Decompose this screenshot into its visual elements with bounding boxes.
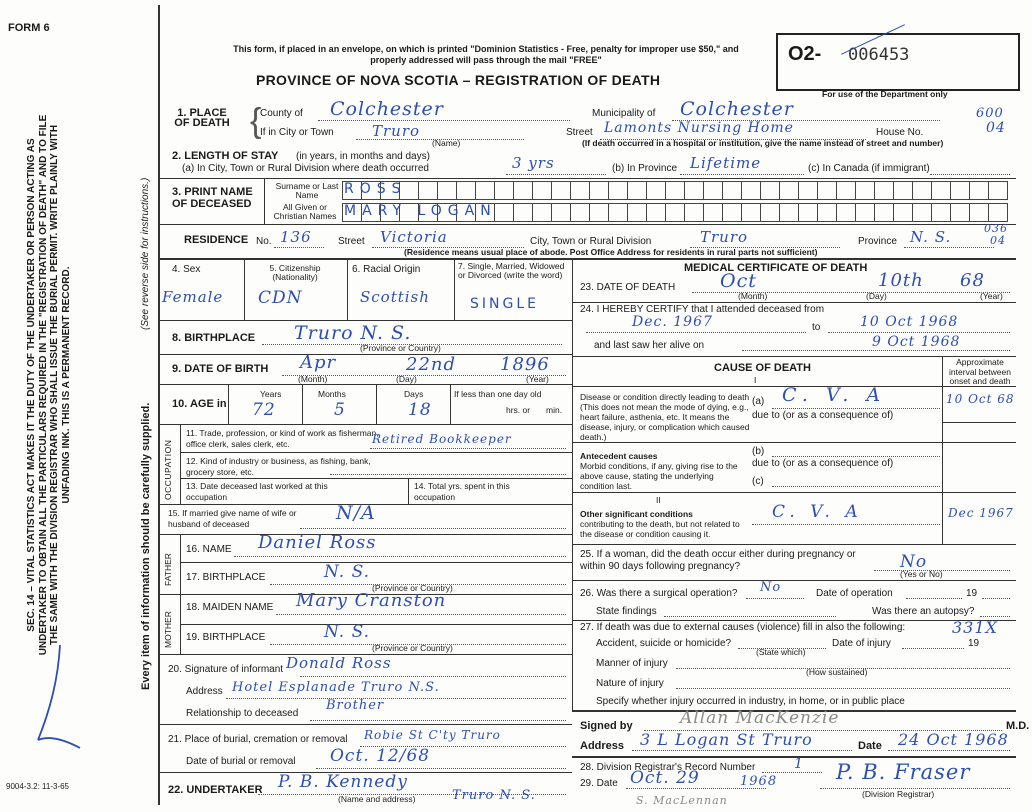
roman-two: II	[656, 495, 661, 505]
form-number: FORM 6	[8, 22, 50, 34]
mother-maiden-label: 18. MAIDEN NAME	[186, 602, 274, 613]
department-use-note: For use of the Department only	[822, 89, 948, 99]
informant-address-line	[226, 698, 566, 699]
signature-date-line	[888, 750, 1010, 751]
registrar-signature: P. B. Fraser	[836, 760, 971, 784]
dob-month: Apr	[300, 352, 337, 373]
registrar-date-label: 29. Date	[580, 778, 618, 789]
signed-by-label: Signed by	[580, 720, 633, 732]
length-of-stay-sub: (in years, in months and days)	[296, 151, 430, 162]
county-line	[318, 120, 570, 121]
burial-date-label: Date of burial or removal	[186, 756, 296, 767]
other-conditions-value: C. V. A	[772, 502, 863, 522]
length-of-stay-label: 2. LENGTH OF STAY	[172, 150, 279, 162]
hrs-label: hrs. or	[506, 405, 531, 415]
rule	[572, 544, 1016, 545]
municipality-label: Municipality of	[592, 108, 656, 119]
undertaker-address: Truro N. S.	[452, 788, 536, 803]
relationship-label: Relationship to deceased	[186, 708, 299, 719]
trade-value: Retired Bookkeeper	[372, 432, 512, 446]
state-which-hint: (State which)	[756, 647, 806, 657]
signature-date: 24 Oct 1968	[898, 730, 1009, 749]
cause-a-label: (a)	[752, 396, 765, 407]
birthplace-label: 8. BIRTHPLACE	[172, 332, 256, 344]
registration-number: 006453	[848, 45, 910, 65]
other-interval-value: Dec 1967	[948, 506, 1014, 520]
residence-province-label: Province	[858, 236, 897, 247]
see-reverse-note: (See reverse side for instructions.)	[140, 177, 151, 330]
residence-street-value: Victoria	[380, 228, 448, 246]
rule	[264, 178, 265, 224]
rule	[158, 178, 1016, 179]
operation-year-line	[982, 598, 1010, 599]
approx-interval-label: Approximate interval between onset and death	[949, 357, 1011, 386]
rule	[158, 424, 572, 425]
signature-address-line	[632, 750, 852, 751]
injury-date-label: Date of injury	[832, 638, 891, 649]
dob-year-hint: (Year)	[526, 374, 549, 384]
burial-place-value: Robie St C'ty Truro	[364, 728, 501, 742]
stay-a-line	[506, 174, 606, 175]
to-label: to	[812, 322, 821, 333]
findings-line	[664, 616, 836, 617]
last-saw-label: and last saw her alive on	[594, 340, 705, 351]
surgical-line	[746, 598, 804, 599]
pregnancy-value: No	[900, 552, 928, 572]
mother-side-label: MOTHER	[163, 611, 173, 648]
given-names-value: MARY LOGAN	[344, 203, 497, 219]
informant-address-label: Address	[186, 686, 223, 697]
residence-no-line	[274, 247, 324, 248]
rule	[572, 356, 1016, 357]
place-code-1: 600	[976, 106, 1004, 121]
surname-value: ROSS	[344, 181, 407, 197]
less-than-day-label: If less than one day old	[454, 389, 542, 399]
pregnancy-label: 25. If a woman, did the death occur either during pregnancy or within 90 days following pregnancy?	[580, 549, 856, 572]
rule	[572, 620, 1016, 621]
rule	[572, 580, 1016, 581]
death-year-hint: (Year)	[980, 291, 1003, 301]
rule	[942, 422, 1016, 423]
place-of-death-label: 1. PLACE OF DEATH	[174, 107, 230, 129]
years-value: 72	[252, 400, 276, 420]
stay-b-line	[680, 174, 804, 175]
stay-b-label: (b) In Province	[612, 163, 678, 174]
dob-day-hint: (Day)	[396, 374, 417, 384]
signature-address-label: Address	[580, 740, 625, 752]
form-left-border	[158, 5, 160, 805]
form-title: PROVINCE OF NOVA SCOTIA – REGISTRATION OF DEATH	[256, 72, 661, 88]
residence-hint: (Residence means usual place of abode. Post Office Address for residents in rural parts not sufficient)	[404, 247, 818, 257]
undertaker-name: P. B. Kennedy	[278, 772, 408, 792]
surname-label: Surname or Last Name	[275, 181, 339, 200]
trade-line	[370, 448, 566, 449]
record-number-line	[762, 772, 822, 773]
residence-no-value: 136	[280, 228, 312, 246]
stay-c-line	[930, 174, 1010, 175]
stamp-note: S. MacLennan	[636, 794, 728, 807]
antecedent-text: Morbid conditions, if any, giving rise to the above cause, stating the underlying condition last.	[580, 461, 738, 491]
other-conditions-text: contributing to the death, but not related to the disease or condition causing it.	[580, 519, 740, 539]
racial-origin-value: Scottish	[360, 288, 430, 306]
rule	[572, 442, 1016, 443]
death-day: 10th	[878, 270, 924, 291]
due-to-label-1: due to (or as a consequence of)	[752, 410, 894, 421]
violence-code: 331X	[952, 618, 998, 637]
residence-province-value: N. S.	[910, 228, 952, 246]
rule	[180, 424, 181, 504]
signature-date-label: Date	[858, 740, 882, 752]
street-label: Street	[566, 127, 593, 138]
other-conditions-label: Other significant conditions	[580, 509, 693, 519]
racial-origin-label: 6. Racial Origin	[352, 264, 421, 275]
rule	[572, 302, 1016, 303]
industry-line	[330, 474, 566, 475]
interval-a-value: 10 Oct 68	[946, 392, 1015, 406]
trade-label: 11. Trade, profession, or kind of work as fisherman, office clerk, sales clerk, etc.	[186, 428, 379, 449]
cause-of-death-title: CAUSE OF DEATH	[714, 362, 811, 374]
rule	[244, 258, 245, 320]
death-month: Oct	[720, 270, 757, 292]
antecedent-label: Antecedent causes	[580, 451, 658, 461]
city-value: Truro	[372, 122, 421, 140]
spouse-value: N/A	[336, 502, 376, 524]
burial-date-value: Oct. 12/68	[330, 746, 431, 766]
residence-province-line	[904, 247, 994, 248]
stay-c-label: (c) In Canada (if immigrant)	[808, 163, 930, 174]
last-worked-label: 13. Date deceased last worked at this occupation	[186, 481, 328, 502]
father-birthplace-label: 17. BIRTHPLACE	[186, 572, 266, 583]
manner-label: Manner of injury	[596, 658, 668, 669]
md-label: M.D.	[1006, 720, 1030, 732]
other-conditions-line	[752, 524, 940, 525]
dob-year: 1896	[500, 354, 550, 375]
disease-label: Disease or condition directly leading to death (This does not mean the mode of dying, e.g., heart failure, asthenia, etc. It means the disease, injury, or complication which caused death.)	[580, 392, 750, 442]
father-name-label: 16. NAME	[186, 544, 232, 555]
cause-c-label: (c)	[752, 476, 764, 487]
rule	[158, 320, 572, 321]
registration-prefix: O2-	[788, 43, 822, 65]
total-years-label: 14. Total yrs. spent in this occupation	[414, 481, 510, 502]
findings-label: State findings	[596, 606, 657, 617]
cause-b-label: (b)	[752, 446, 765, 457]
print-name-label: 3. PRINT NAME OF DECEASED	[172, 186, 253, 210]
registrar-year: 1968	[740, 774, 778, 789]
attend-to-line	[828, 332, 1010, 333]
birthplace-value: Truro N. S.	[294, 322, 412, 344]
rule	[454, 258, 455, 320]
city-town-label: If in City or Town	[260, 127, 334, 138]
father-birthplace-hint: (Province or Country)	[372, 583, 453, 593]
mother-maiden-value: Mary Cranston	[296, 590, 447, 611]
house-number-label: House No.	[876, 127, 924, 138]
division-registrar-hint: (Division Registrar)	[862, 789, 935, 799]
footer-code: 9004-3.2: 11-3-65	[6, 782, 70, 791]
undertaker-hint: (Name and address)	[338, 794, 416, 804]
residence-city-value: Truro	[700, 228, 749, 246]
death-day-hint: (Day)	[866, 291, 887, 301]
rule	[158, 258, 1016, 260]
cause-a-value: C. V. A	[782, 384, 887, 406]
record-number: 1	[794, 756, 804, 772]
autopsy-label: Was there an autopsy?	[872, 606, 975, 617]
stay-a-label: (a) In City, Town or Rural Division where death occurred	[182, 163, 429, 174]
mother-maiden-line	[276, 614, 566, 615]
citizenship-label: 5. Citizenship (Nationality)	[269, 263, 321, 282]
relationship-value: Brother	[326, 698, 385, 713]
father-side-label: FATHER	[163, 553, 173, 586]
physician-signature: Allan MacKenzie	[680, 708, 840, 728]
rule	[228, 384, 229, 424]
how-sustained-hint: (How sustained)	[806, 667, 868, 677]
sex-label: 4. Sex	[172, 264, 201, 275]
place-code-2: 04	[986, 120, 1006, 136]
operation-year: 19	[966, 588, 978, 599]
operation-date-line	[906, 598, 962, 599]
months-value: 5	[334, 400, 346, 420]
rule	[376, 384, 377, 424]
informant-signature-label: 20. Signature of informant	[168, 664, 284, 675]
residence-label: RESIDENCE	[184, 234, 249, 246]
nature-line	[676, 688, 1010, 689]
nature-label: Nature of injury	[596, 678, 664, 689]
spouse-line	[300, 528, 566, 529]
county-value: Colchester	[330, 98, 444, 120]
relationship-line	[310, 720, 566, 721]
instructions-side-text: SEC. 14 – VITAL STATISTICS ACT MAKES IT THE DUTY OF THE UNDERTAKER OR PERSON ACTING AS UNDERTAKER TO OBTAIN ALL THE PARTICULARS REQUIRED IN THE "REGISTRATION OF DEATH" AND TO FILE THE SAME WITH THE DIVISION REGISTRAR WHO SHALL ISSUE THE BURIAL PERMIT. WRITE PLAINLY WITH UNFADING INK. THIS IS A PERMANENT RECORD.	[26, 114, 72, 656]
accident-label: Accident, suicide or homicide?	[596, 638, 732, 649]
mother-birthplace-label: 19. BIRTHPLACE	[186, 632, 266, 643]
rule	[180, 562, 572, 563]
injury-year: 19	[968, 638, 980, 649]
rule	[180, 478, 572, 479]
age-label: 10. AGE in	[172, 398, 227, 410]
injury-date-line	[902, 648, 964, 649]
yes-no-hint: (Yes or No)	[900, 569, 943, 579]
residence-street-label: Street	[338, 236, 365, 247]
last-seen-value: 9 Oct 1968	[872, 334, 961, 350]
months-label: Months	[318, 389, 346, 399]
industry-label: 12. Kind of industry or business, as fishing, bank, grocery store, etc.	[186, 456, 371, 477]
date-of-death-label: 23. DATE OF DEATH	[580, 282, 676, 293]
autopsy-line	[980, 616, 1010, 617]
violence-label: 27. If death was due to external causes (violence) fill in also the following:	[580, 622, 906, 633]
rule	[572, 492, 1016, 493]
stay-a-value: 3 yrs	[512, 154, 555, 172]
roman-one: I	[754, 375, 757, 385]
rule	[180, 534, 181, 594]
spouse-label: 15. If married give name of wife or husband of deceased	[168, 508, 297, 529]
name-hint: (Name)	[432, 138, 461, 148]
handwritten-check-mark-icon	[30, 640, 90, 760]
marital-status-value: SINGLE	[470, 296, 539, 312]
mother-birthplace-value: N. S.	[324, 622, 371, 642]
marital-status-label: 7. Single, Married, Widowed or Divorced (write the word)	[458, 261, 565, 280]
rule	[450, 384, 451, 424]
occupation-side-label: OCCUPATION	[163, 439, 173, 500]
rule	[158, 384, 572, 385]
father-birthplace-value: N. S.	[324, 562, 371, 582]
due-to-label-2: due to (or as a consequence of)	[752, 458, 894, 469]
date-of-birth-label: 9. DATE OF BIRTH	[172, 363, 269, 375]
cause-c-line	[772, 486, 940, 487]
surgical-label: 26. Was there a surgical operation?	[580, 588, 738, 599]
informant-address: Hotel Esplanade Truro N.S.	[232, 680, 440, 695]
informant-signature-line	[300, 676, 566, 677]
registrar-date: Oct. 29	[630, 768, 700, 788]
dob-day: 22nd	[406, 354, 457, 375]
municipality-value: Colchester	[680, 98, 794, 120]
rule	[942, 356, 943, 544]
citizenship-value: CDN	[258, 288, 303, 308]
cause-a-line	[772, 408, 940, 409]
days-value: 18	[408, 400, 432, 420]
county-label: County of	[260, 108, 303, 119]
birthplace-hint: (Province or Country)	[360, 343, 441, 353]
mother-birthplace-hint: (Province or Country)	[372, 643, 453, 653]
specify-label: Specify whether injury occurred in industry, in home, or in public place	[596, 696, 905, 707]
undertaker-label: 22. UNDERTAKER	[168, 784, 263, 796]
residence-no-label: No.	[256, 236, 272, 247]
surname-boxes[interactable]	[342, 181, 1008, 200]
residence-city-label: City, Town or Rural Division	[530, 236, 652, 247]
medical-certificate-title: MEDICAL CERTIFICATE OF DEATH	[684, 262, 868, 274]
last-saw-line	[742, 350, 1010, 351]
rule	[408, 478, 409, 504]
cause-b-line	[772, 456, 940, 457]
attend-from-line	[586, 332, 806, 333]
burial-place-label: 21. Place of burial, cremation or removal	[168, 734, 348, 745]
rule	[180, 624, 572, 625]
father-name-value: Daniel Ross	[258, 532, 377, 553]
attend-to: 10 Oct 1968	[860, 314, 959, 330]
informant-signature: Donald Ross	[286, 654, 392, 672]
years-label: Years	[260, 389, 282, 399]
every-item-note: Every item of information should be carefully supplied.	[140, 402, 152, 690]
father-name-line	[234, 556, 566, 557]
rule	[302, 384, 303, 424]
rule	[572, 258, 573, 710]
certify-label: 24. I HEREBY CERTIFY that I attended deceased from	[580, 304, 825, 315]
days-label: Days	[404, 389, 424, 399]
hospital-hint: (If death occurred in a hospital or institution, give the name instead of street and number)	[582, 138, 944, 148]
street-value: Lamonts Nursing Home	[604, 120, 794, 136]
rule	[158, 724, 572, 725]
rule	[180, 452, 572, 453]
operation-date-label: Date of operation	[816, 588, 893, 599]
registration-number-box	[776, 33, 1020, 91]
residence-code-2: 04	[990, 234, 1006, 247]
brace-icon: {	[250, 102, 262, 140]
rule	[347, 258, 348, 320]
rule	[158, 224, 1016, 225]
residence-code-1: 036	[984, 222, 1008, 235]
attend-from: Dec. 1967	[632, 314, 713, 330]
min-label: min.	[546, 405, 563, 415]
given-names-label: All Given or Christian Names	[273, 202, 337, 221]
stay-b-value: Lifetime	[690, 154, 762, 172]
record-number-label: 28. Division Registrar's Record Number	[580, 762, 756, 773]
death-year: 68	[960, 270, 985, 291]
sex-value: Female	[162, 288, 224, 306]
signature-address: 3 L Logan St Truro	[640, 730, 813, 749]
death-month-hint: (Month)	[738, 291, 768, 301]
dob-month-hint: (Month)	[298, 374, 328, 384]
burial-date-line	[316, 768, 566, 769]
surgical-value: No	[760, 580, 782, 595]
mail-note: This form, if placed in an envelope, on which is printed "Dominion Statistics - Free, penalty for improper use $50," and properly addressed will pass through the mail "FREE"	[233, 44, 739, 65]
